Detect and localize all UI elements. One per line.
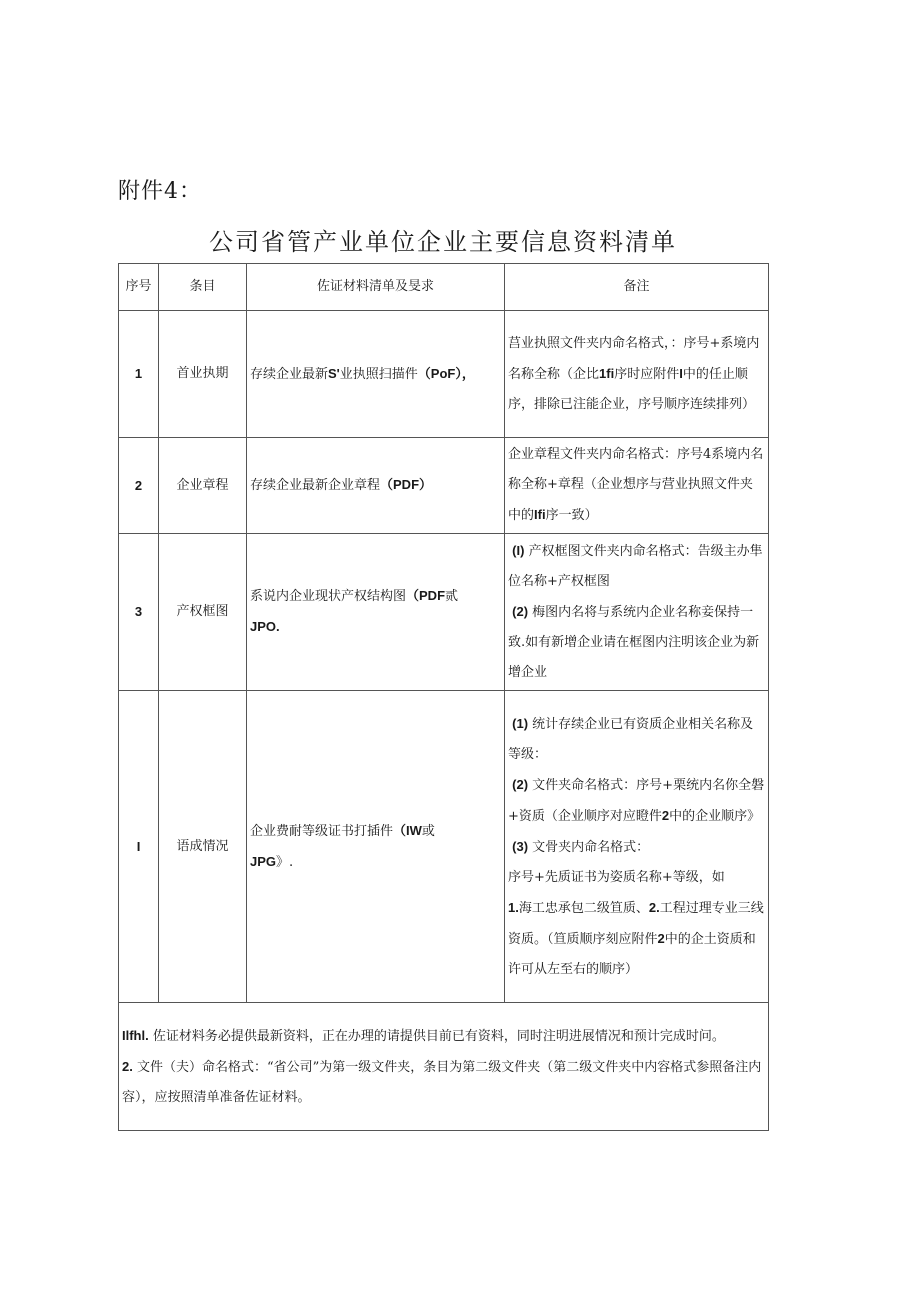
text-run: 序号+先质证书为姿质名称+等级，如 [508, 869, 725, 885]
materials-table [118, 263, 769, 1131]
list-number: (2) [512, 776, 529, 792]
table-row [119, 311, 769, 438]
row-item: 首业执期 [159, 311, 247, 438]
text-run: JPG [250, 853, 277, 869]
text-run: 2 [661, 807, 670, 823]
row-note [505, 311, 769, 438]
text-run: I [679, 365, 683, 381]
row-note [505, 691, 769, 1003]
text-run: 》. [276, 854, 294, 870]
text-run: （PDF） [380, 477, 433, 492]
row-note [505, 438, 769, 534]
table-row [119, 438, 769, 534]
text-run: 工程过理专业三线资质。（笪质顺序刻应附件 [508, 900, 764, 947]
row-seq: 1 [119, 311, 159, 438]
text-run: 业执照扫描件 [339, 366, 418, 382]
table-row [119, 691, 769, 1003]
text-run: 1fi [599, 365, 615, 381]
row-seq: I [119, 691, 159, 1003]
header-seq: 序号 [119, 264, 159, 311]
text-run: 统计存续企业已有资质企业相关名称及等级： [508, 716, 754, 762]
footer-note-1 [122, 1021, 765, 1052]
text-run: 梅图内名将与系统内企业名称妾保持一致.如有新增企业请在框图内注明该企业为新增企业 [508, 605, 760, 680]
row-seq: 3 [119, 534, 159, 691]
row-requirement [247, 691, 505, 1003]
text-run: Ifi [534, 507, 546, 522]
text-run: 产权框图文件夹内命名格式：告级主办隼位名称+产权框图 [508, 544, 763, 589]
table-footer-row [119, 1003, 769, 1131]
row-requirement [247, 311, 505, 438]
text-run: 中的任止顺序，排除已注能企业，序号顺序连续排列） [508, 366, 756, 412]
header-requirement: 佐证材料清单及旻求 [247, 264, 505, 311]
text-run: 中的企土资质和许可从左至右的顺序） [508, 931, 756, 977]
text-run: 1. [508, 899, 519, 915]
text-run: S' [328, 365, 340, 381]
text-run: （PoF）， [417, 365, 475, 381]
text-run: 系说内企业现状产权结构图 [250, 589, 407, 604]
document-title: 公司省管产业单位企业主要信息资料清单 [209, 228, 677, 256]
text-run: 中的企业顺序》 [669, 808, 761, 824]
text-run: 存续企业最新 [250, 366, 329, 382]
table-header-row [119, 264, 769, 311]
text-run: 企业费耐等级证书打插件 [250, 823, 394, 839]
text-run: 文件（夫）命名格式：“省公司”为第一级文件夹，条目为第二级文件夹（第二级文件夹中内容格式参照备注内容），应按照清单准备佐证材料。 [122, 1059, 762, 1105]
row-seq: 2 [119, 438, 159, 534]
text-run: 贰 [445, 589, 459, 604]
text-run: 2. [122, 1058, 133, 1074]
text-run: 序一致） [545, 508, 598, 523]
list-number: (3) [512, 838, 529, 854]
text-run: Ilfhl. [122, 1027, 149, 1043]
row-item: 企业章程 [159, 438, 247, 534]
footer-notes [119, 1003, 769, 1131]
row-item: 语成情况 [159, 691, 247, 1003]
text-run: 佐证材料务必提供最新资料，正在办理的请提供目前已有资料，同时注明进展情况和预计完成时问。 [152, 1028, 725, 1044]
text-run: 海工忠承包二级笪质、 [518, 900, 649, 916]
row-item: 产权框图 [159, 534, 247, 691]
attachment-label: 附件4： [118, 179, 202, 204]
text-run: 或 [421, 823, 435, 839]
text-run: （PDF [406, 588, 446, 603]
row-requirement [247, 534, 505, 691]
list-number: (1) [512, 715, 529, 731]
text-run: 文骨夹内命名格式： [532, 839, 650, 855]
footer-note-2 [122, 1052, 765, 1113]
row-requirement [247, 438, 505, 534]
row-note [505, 534, 769, 691]
text-run: JPO. [250, 619, 280, 634]
header-item: 条目 [159, 264, 247, 311]
text-run: 序时应附件 [614, 366, 680, 382]
text-run: 2. [648, 899, 660, 915]
list-number: (2) [512, 604, 529, 619]
text-run: 文件夹命名格式：序号+栗统内名你全磐+资质（企业顺序对应瞪件 [508, 777, 765, 824]
text-run: （IW [393, 822, 422, 838]
text-run: 企业章程文件夹内命名格式：序号4系境内名称全称+章程（企业想序与营业执照文件夹中的 [508, 447, 764, 523]
text-run: 存续企业最新企业章程 [250, 478, 381, 493]
text-run: 莒业执照文件夹内命名格式，：序号+系境内名称全称（企比 [508, 335, 760, 382]
table-row [119, 534, 769, 691]
list-number: (I) [512, 543, 525, 558]
header-note: 备注 [505, 264, 769, 311]
text-run: 2 [657, 930, 665, 946]
